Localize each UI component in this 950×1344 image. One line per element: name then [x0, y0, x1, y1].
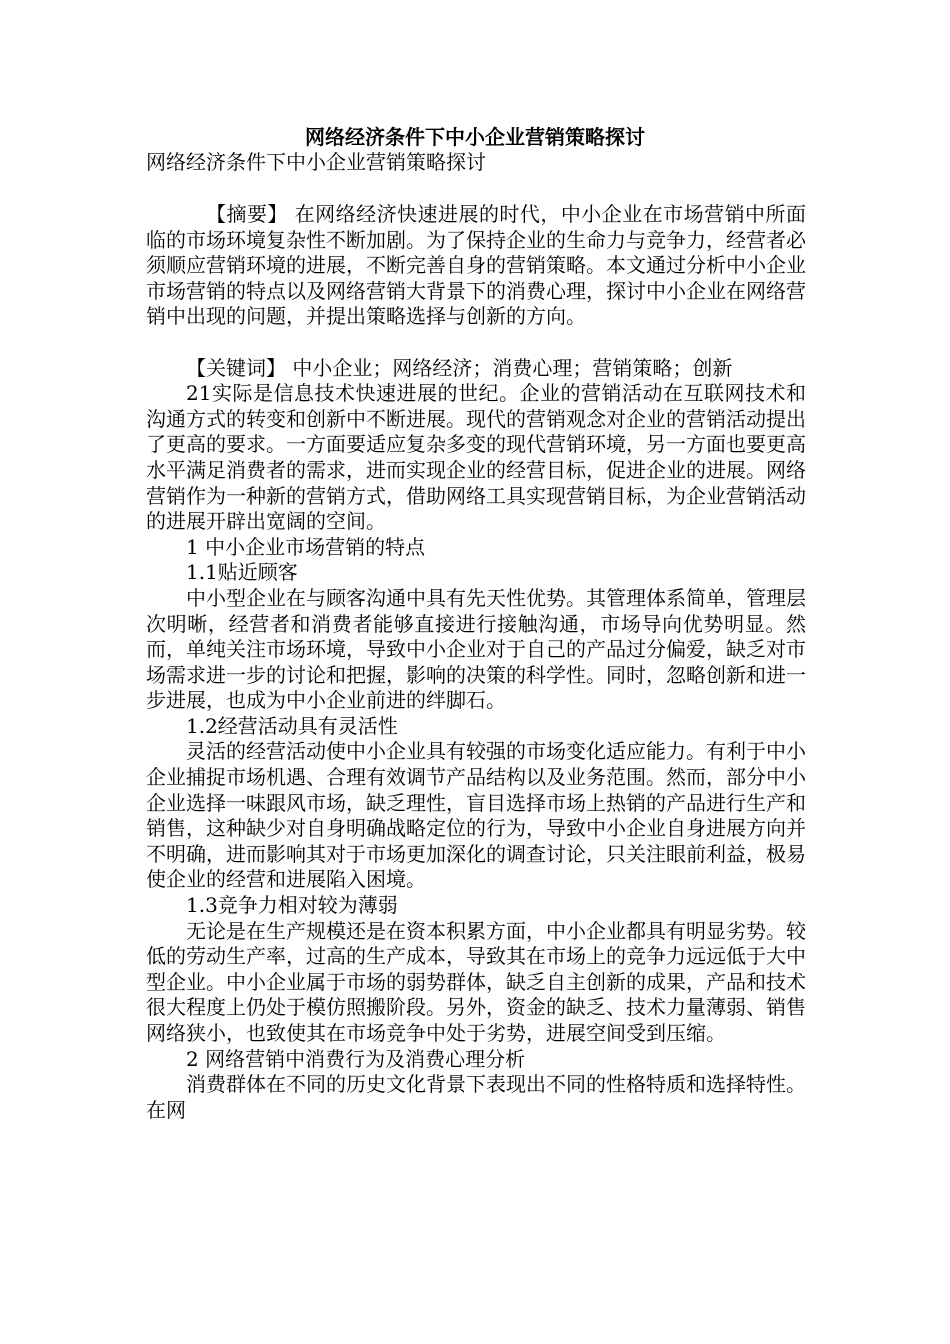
- intro-paragraph: 21实际是信息技术快速进展的世纪。企业的营销活动在互联网技术和沟通方式的转变和创新中不断进展。现代的营销观念对企业的营销活动提出了更高的要求。一方面要适应复杂多变的现代营销环境，另一方面也要更高水平满足消费者的需求，进而实现企业的经营目标，促进企业的进展。网络营销作为一种新的营销方式，借助网络工具实现营销目标，为企业营销活动的进展开辟出宽阔的空间。: [146, 381, 806, 534]
- section-1-heading: 1 中小企业市场营销的特点: [186, 534, 426, 559]
- section-2-paragraph: 消费群体在不同的历史文化背景下表现出不同的性格特质和选择特性。在网: [146, 1072, 806, 1122]
- subsection-1-2-heading: 1.2经营活动具有灵活性: [186, 713, 398, 738]
- subsection-1-2-paragraph: 灵活的经营活动使中小企业具有较强的市场变化适应能力。有利于中小企业捕捉市场机遇、合理有效调节产品结构以及业务范围。然而，部分中小企业选择一味跟风市场，缺乏理性，盲目选择市场上热销的产品进行生产和销售，这种缺少对自身明确战略定位的行为，导致中小企业自身进展方向并不明确，进而影响其对于市场更加深化的调查讨论，只关注眼前利益，极易使企业的经营和进展陷入困境。: [146, 739, 806, 892]
- keywords-paragraph: 【关键词】 中小企业；网络经济；消费心理；营销策略；创新: [186, 355, 733, 380]
- section-2-heading: 2 网络营销中消费行为及消费心理分析: [186, 1046, 526, 1071]
- document-subtitle: 网络经济条件下中小企业营销策略探讨: [146, 150, 486, 174]
- subsection-1-1-paragraph: 中小型企业在与顾客沟通中具有先天性优势。其管理体系简单，管理层次明晰，经营者和消费者能够直接进行接触沟通，市场导向优势明显。然而，单纯关注市场环境，导致中小企业对于自己的产品过分偏爱，缺乏对市场需求进一步的讨论和把握，影响的决策的科学性。同时，忽略创新和进一步进展，也成为中小企业前进的绊脚石。: [146, 585, 806, 713]
- subsection-1-3-paragraph: 无论是在生产规模还是在资本积累方面，中小企业都具有明显劣势。较低的劳动生产率，过高的生产成本，导致其在市场上的竞争力远远低于大中型企业。中小企业属于市场的弱势群体，缺乏自主创新的成果，产品和技术很大程度上仍处于模仿照搬阶段。另外，资金的缺乏、技术力量薄弱、销售网络狭小，也致使其在市场竞争中处于劣势，进展空间受到压缩。: [146, 918, 806, 1045]
- document-body: [146, 202, 806, 1123]
- subsection-1-3-heading: 1.3竞争力相对较为薄弱: [186, 893, 398, 918]
- document-title: 网络经济条件下中小企业营销策略探讨: [305, 125, 645, 149]
- subsection-1-1-heading: 1.1贴近顾客: [186, 560, 298, 585]
- abstract-paragraph: 【摘要】 在网络经济快速进展的时代，中小企业在市场营销中所面临的市场环境复杂性不断加剧。为了保持企业的生命力与竞争力，经营者必须顺应营销环境的进展，不断完善自身的营销策略。本文通过分析中小企业市场营销的特点以及网络营销大背景下的消费心理，探讨中小企业在网络营销中出现的问题，并提出策略选择与创新的方向。: [146, 202, 806, 329]
- paragraph-spacer: [146, 330, 806, 356]
